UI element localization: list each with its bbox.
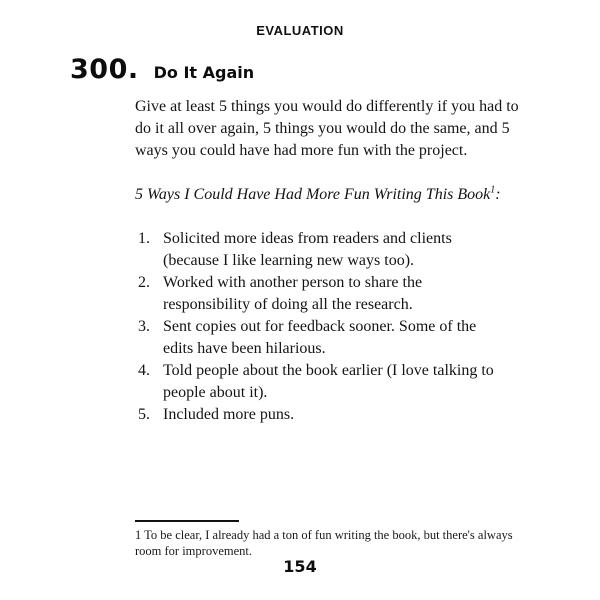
- entry-number: 300.: [70, 54, 139, 85]
- list-item: [135, 228, 507, 272]
- list-item: [135, 316, 507, 360]
- list-item-number: 3.: [138, 318, 150, 335]
- list-item-number: 1.: [138, 230, 150, 247]
- entry-title: Do It Again: [153, 63, 255, 82]
- list-intro-suffix: :: [495, 186, 501, 203]
- footnote-marker: 1: [135, 528, 142, 542]
- footnote-text: [135, 527, 525, 559]
- list-item-number: 4.: [138, 362, 150, 379]
- list-item-text: Told people about the book earlier (I love talking to people about it).: [163, 362, 494, 401]
- fun-list: [135, 228, 507, 426]
- entry-heading: [70, 54, 254, 85]
- intro-paragraph: Give at least 5 things you would do differently if you had to do it all over again, 5 things you would do the same, and 5 ways you could have had more fun with the project.: [135, 98, 519, 159]
- list-item-text: Solicited more ideas from readers and clients (because I like learning new ways too).: [163, 230, 452, 269]
- footnote-body: To be clear, I already had a ton of fun writing the book, but there's always room for improvement.: [135, 528, 513, 558]
- list-item: [135, 360, 507, 404]
- list-item: [135, 272, 507, 316]
- footnote-rule: [135, 520, 239, 522]
- footnote-block: [135, 520, 525, 559]
- running-head: EVALUATION: [256, 23, 344, 38]
- list-item-text: Included more puns.: [163, 406, 295, 423]
- list-item-text: Sent copies out for feedback sooner. Some of the edits have been hilarious.: [163, 318, 477, 357]
- page-number: 154: [283, 557, 317, 576]
- list-item-number: 2.: [138, 274, 150, 291]
- list-intro-footnote-marker: 1: [490, 184, 496, 196]
- list-item-number: 5.: [138, 406, 150, 423]
- list-item-text: Worked with another person to share the responsibility of doing all the research.: [163, 274, 423, 313]
- body-content: [135, 96, 519, 426]
- list-item: [135, 404, 507, 426]
- list-intro: [135, 184, 519, 206]
- list-intro-text: 5 Ways I Could Have Had More Fun Writing This Book: [135, 186, 491, 203]
